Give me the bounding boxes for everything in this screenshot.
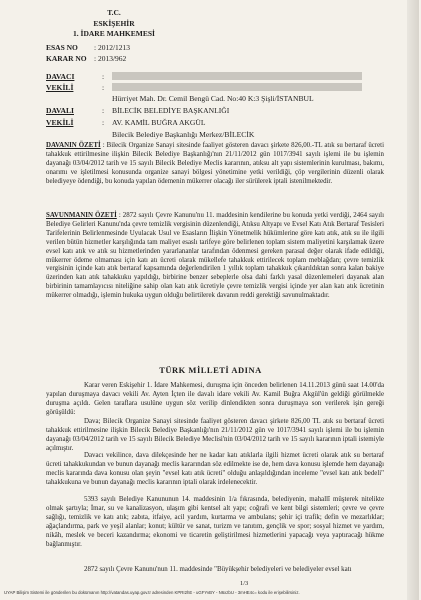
davanin-ozeti [46, 142, 384, 187]
header-city: ESKİŞEHİR [93, 18, 135, 28]
karar-value: : 2013/962 [94, 54, 127, 63]
savunmanin-ozeti-label: SAVUNMANIN ÖZETİ [46, 212, 117, 219]
vekili-2-value: AV. KAMİL BUĞRA AKGÜL [112, 118, 206, 127]
esas-value: : 2012/1213 [94, 43, 131, 52]
vekili-2-label: VEKİLİ [46, 118, 74, 127]
document-page: T.C. ESKİŞEHİR 1. İDARE MAHKEMESİ ESAS NO : 2012/1213 KARAR NO : 2013/962 DAVACI : VEKİLİ : Hürriyet Mah. Dr. Cemil Bengü Cad. No:40 K:3 Şişli/İSTANBUL DAVALI : BİLECİK BELEDİYE BAŞKANLIĞI VEKİLİ : AV. KAMİL BUĞRA AKGÜL Bilecik Belediye Başkanlığı Merkez/BİLECİK DAVANIN ÖZETİ : Bilecik Organize Sanayi sitesinde faaliyet gösteren davacı şirkete 826,00.-TL atık su bertaraf ücreti tahakkuk ettirilmesine ilişkin Bilecik Belediye Başkanlığı'nın 21/11/2012 gün 1017/3941 sayılı işlemi ile bu işlemin dayanağı 03/04/2012 tarih ve 15 sayılı Bilecik Belediye Meclis kararının, atıksu alt yapı sistemlerinin kurulması, bakımı, onarımı ve işletilmesi konusunda organize sanayi bölgesi yönetimine yetki verildiği, çöp vergilerinin düzenli olarak belediyeye ödendiği, bu konuda yapılan ödemenin mükerrer olacağı iler sürülerek iptali istenilmektedir. SAVUNMANIN ÖZETİ : 2872 sayılı Çevre Kanunu'nu 11. maddesinin kendilerine bu konuda yetki verdiği, 2464 sayılı Belediye Gelirleri Kanunu'nda çevre temizlik vergisinin düzenlendiği, Atıksu Altyapı ve Evsel Katı Atık Bertaraf Tesisleri Tarifelerinin Belirlenmesinde Uyulacak Usul ve Esasların İlişkin Yönetmelik hükümlerine göre katı atık, atık su ile ilgili verilen bütün hizmetler karşılığında tam maliyet esaslı tarifeye göre belirlenen toplam sistem maliyetini karşılamak üzere evsel katı atık ve atık su hizmetlerinden yararlananlar tarafından ödenmesi gereken parasal değer olarak ifade edildiği, mükerrer ödeme olmaması için katı atı ücreti olarak mükellefe tahakkuk ettirilecek toplam meblağdan; çevre temizlik vergisinin içinde katı atık bertaraf kapsamında değerlendirilen 1 yıllık toplam tahakkuk çıkarıldıktan sonra kalan bakiye üzerinden katı atık tahakkuku yapıldığı, birbirine benzer sebeplerle olsa dahi farklı yasal düzenlemeleri dayanak alan birbirinin tamamlayıcısı niteliğine sahip olan katı atık ücretiyle çevre temizlik vergisi içinde yer alan katı atık ücretinin mükerrer olmadığı, işlemin hukuka uygun olduğu belirtilerek davanın reddi gerektiği savunulmaktadır. TÜRK MİLLETİ ADINA Karar veren Eskişehir 1. İdare Mahkemesi, duruşma için önceden belirlenen 14.11.2013 günü saat 14.00'da yapılan duruşmaya davacı vekili Av. Ayten İçten ile davalı idare vekili Av. Kamil Buğra Akgül'ün geldiği görülmekle duruşma açıldı. Gelen taraflara usulüne uygun söz verilip dinlendikten sonra duruşmaya son verilerek işin gereği görüşüldü: Dava; Bilecik Organize Sanayi sitesinde faaliyet gösteren davacı şirkete 826,00 TL atık su bertaraf ücreti tahakkuk ettirilmesine ilişkin Bilecik Belediye Başkanlığı'nın 21/11/2012 gün ve 1017/3941 sayılı işlemi ile bu işlemin dayanağı 03/04/2012 tarih ve 15 sayılı Bilecik Belediye Meclisi'nin 03/04/2012 tarih ve 15 sayılı kararının iptali istemiyle açılmıştır. Davacı vekilince, dava dilekçesinde her ne kadar katı atıklarla ilgili hizmet ücreti olarak atık su bertaraf ücreti tahakkukundan ve bunun dayanağı meclis kararından söz edilmekte ise de, hem dava konusu işlemde hem dayanağı meclis kararında dava konusu olan şeyin "evsel katı atık ücreti" olduğu anlaşıldığından inceleme "evsel katı atık bedeli" tahakkukuna ve bunun dayanağı meclis kararının iptali olarak irdelenecektir. 5393 sayılı Belediye Kanununun 14. maddesinin 1/a fıkrasında, belediyenin, mahallî müşterek nitelikte olmak şartıyla; İmar, su ve kanalizasyon, ulaşım gibi kentsel alt yapı; coğrafi ve kent bilgi sistemleri; çevre ve çevre sağlığı, temizlik ve katı atık; zabıta, itfaiye, acil yardım, kurtarma ve ambulans; şehir içi trafik; defin ve mezarlıklar; ağaçlandırma, park ve yeşil alanlar; konut; kültür ve sanat, turizm ve tanıtım, gençlik ve spor; sosyal hizmet ve yardım, nikâh, meslek ve beceri kazandırma; ekonomi ve ticaretin geliştirilmesi hizmetlerini yapacağı veya yaptıracağı hükme bağlanmıştır. 2872 sayılı Çevre Kanunu'nun 11. maddesinde "Büyükşehir belediyeleri ve belediyeler evsel katı 1/3 UYAP Bilişim Sistemi ile gönderilen bu dokümanın http://vatandas.uyap.gov.tr adresinden KPRI2hE - uGFYvBY - N6xzbU - 3mHE4c= kodu ile erişebilirsiniz. [0, 0, 421, 600]
vekili-1-address: Hürriyet Mah. Dr. Cemil Bengü Cad. No:40 K:3 Şişli/İSTANBUL [112, 94, 314, 103]
page-number: 1/3 [240, 580, 249, 587]
vekili-1-label: VEKİLİ [46, 83, 74, 92]
vekili-2-address: Bilecik Belediye Başkanlığı Merkez/BİLECİK [112, 130, 255, 139]
scan-edge [407, 0, 419, 600]
case-numbers [46, 42, 130, 64]
uyap-footer: UYAP Bilişim Sistemi ile gönderilen bu dokümanın http://vatandas.uyap.gov.tr adresinden KPRI2hE - uGFYvBY - N6xzbU - 3mHE4c= kodu ile erişebilirsiniz. [4, 590, 300, 595]
karar-label: KARAR NO [46, 54, 87, 63]
redacted-block [112, 83, 362, 91]
savunmanin-ozeti [46, 212, 384, 301]
court-header [54, 8, 174, 40]
davali-label: DAVALI [46, 106, 74, 115]
paragraph-3: Davacı vekilince, dava dilekçesinde her ne kadar katı atıklarla ilgili hizmet ücreti olarak atık su bertaraf ücreti tahakkukundan ve bunun dayanağı meclis kararından söz edilmekte ise de, hem dava konusu işlemde hem dayanağı meclis kararında dava konusu olan şeyin "evsel katı atık ücreti" olduğu anlaşıldığından inceleme "evsel katı atık bedeli" tahakkukuna ve bunun dayanağı meclis kararının iptali olarak irdelenecektir. [46, 452, 384, 486]
esas-label: ESAS NO [46, 43, 78, 52]
savunmanin-ozeti-text: : 2872 sayılı Çevre Kanunu'nu 11. maddesinin kendilerine bu konuda yetki verdiği, 2464 sayılı Belediye Gelirleri Kanunu'nda çevre temizlik vergisinin düzenlendiği, Atıksu Altyapı ve Evsel Katı Atık Bertaraf Tesisleri Tarifelerinin Belirlenmesinde Uyulacak Usul ve Esasların İlişkin Yönetmelik hükümlerine göre katı atık, atık su ile ilgili verilen bütün hizmetler karşılığında tam maliyet esaslı tarifeye göre belirlenen toplam sistem maliyetini karşılamak üzere evsel katı atık ve atık su hizmetlerinden yararlananlar tarafından ödenmesi gereken parasal değer olarak ifade edildiği, mükerrer ödeme olmaması için katı atı ücreti olarak mükellefe tahakkuk ettirilecek toplam meblağdan; çevre temizlik vergisinin içinde katı atık bertaraf kapsamında değerlendirilen 1 yıllık toplam tahakkuk çıkarıldıktan sonra kalan bakiye üzerinden katı atık tahakkuku yapıldığı, birbirine benzer sebeplerle olsa dahi farklı yasal düzenlemeleri dayanak alan birbirinin tamamlayıcısı niteliğine sahip olan katı atık ücretiyle çevre temizlik vergisi içinde yer alan katı atık ücretinin mükerrer olmadığı, işlemin hukuka uygun olduğu belirtilerek davanın reddi gerektiği savunulmaktadır. [46, 212, 384, 300]
header-tc: T.C. [107, 8, 121, 17]
davali-value: BİLECİK BELEDİYE BAŞKANLIĞI [112, 106, 230, 115]
davaci-label: DAVACI [46, 72, 75, 81]
redacted-block [112, 72, 362, 80]
paragraph-4: 5393 sayılı Belediye Kanununun 14. maddesinin 1/a fıkrasında, belediyenin, mahallî müşterek nitelikte olmak şartıyla; İmar, su ve kanalizasyon, ulaşım gibi kentsel alt yapı; coğrafi ve kent bilgi sistemleri; çevre ve çevre sağlığı, temizlik ve katı atık; zabıta, itfaiye, acil yardım, kurtarma ve ambulans; şehir içi trafik; defin ve mezarlıklar; ağaçlandırma, park ve yeşil alanlar; konut; kültür ve sanat, turizm ve tanıtım, gençlik ve spor; sosyal hizmet ve yardım, nikâh, meslek ve beceri kazandırma; ekonomi ve ticaretin geliştirilmesi hizmetlerini yapacağı veya yaptıracağı hükme bağlanmıştır. [46, 496, 384, 548]
davanin-ozeti-label: DAVANIN ÖZETİ [46, 142, 101, 149]
paragraph-1: Karar veren Eskişehir 1. İdare Mahkemesi, duruşma için önceden belirlenen 14.11.2013 günü saat 14.00'da yapılan duruşmaya davacı vekili Av. Ayten İçten ile davalı idare vekili Av. Kamil Buğra Akgül'ün geldiği görülmekle duruşma açıldı. Gelen taraflara usulüne uygun söz verilip dinlendikten sonra duruşmaya son verilerek işin gereği görüşüldü: [46, 382, 384, 416]
paragraph-2: Dava; Bilecik Organize Sanayi sitesinde faaliyet gösteren davacı şirkete 826,00 TL atık su bertaraf ücreti tahakkuk ettirilmesine ilişkin Bilecik Belediye Başkanlığı'nın 21/11/2012 gün ve 1017/3941 sayılı işlemi ile bu işlemin dayanağı 03/04/2012 tarih ve 15 sayılı Bilecik Belediye Meclisi'nin 03/04/2012 tarih ve 15 sayılı kararının iptali istemiyle açılmıştır. [46, 418, 384, 452]
paragraph-5: 2872 sayılı Çevre Kanunu'nun 11. maddesinde "Büyükşehir belediyeleri ve belediyeler evsel katı [84, 566, 352, 573]
davanin-ozeti-text: : Bilecik Organize Sanayi sitesinde faaliyet gösteren davacı şirkete 826,00.-TL atık su bertaraf ücreti tahakkuk ettirilmesine ilişkin Bilecik Belediye Başkanlığı'nın 21/11/2012 gün 1017/3941 sayılı işlemi ile bu işlemin dayanağı 03/04/2012 tarih ve 15 sayılı Bilecik Belediye Meclis kararının, atıksu alt yapı sistemlerinin kurulması, bakımı, onarımı ve işletilmesi konusunda organize sanayi bölgesi yönetimine yetki verildiği, çöp vergilerinin düzenli olarak belediyeye ödendiği, bu konuda yapılan ödemenin mükerrer olacağı iler sürülerek iptali istenilmektedir. [46, 142, 385, 185]
header-court: 1. İDARE MAHKEMESİ [73, 29, 155, 38]
document-title: TÜRK MİLLETİ ADINA [159, 365, 262, 375]
